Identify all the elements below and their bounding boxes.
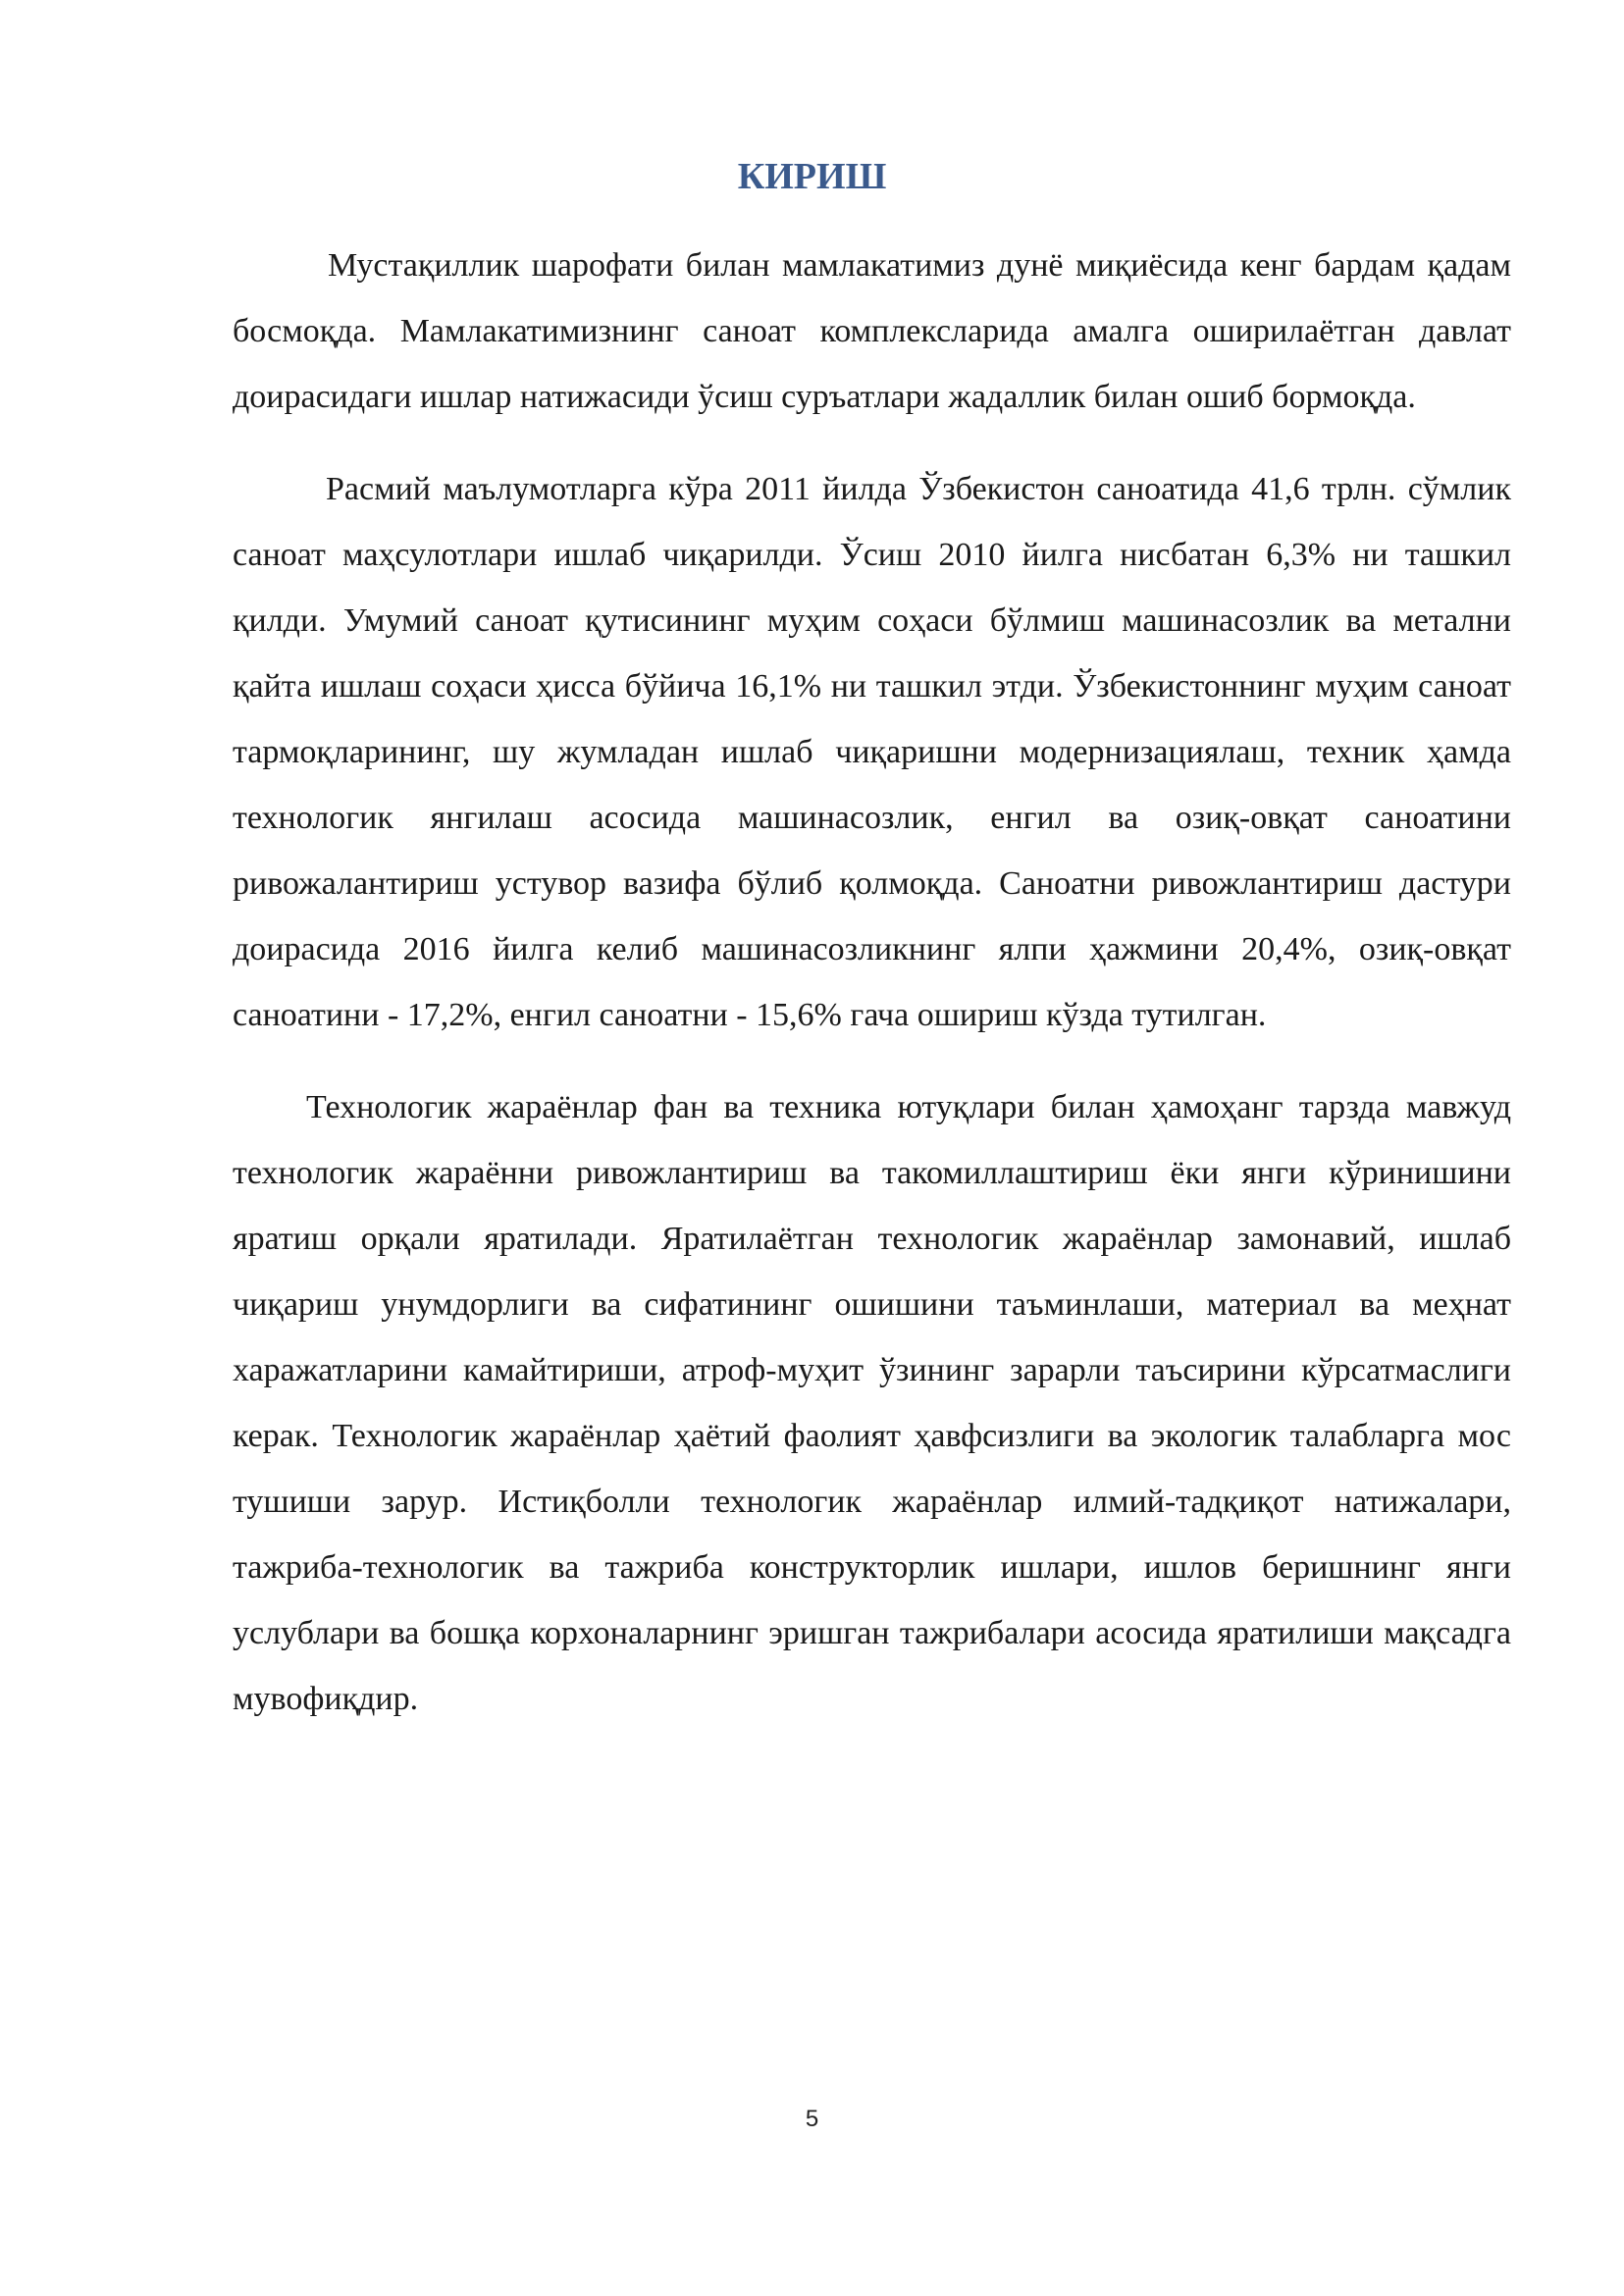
paragraph-technology: Технологик жараёнлар фан ва техника ютуқлари билан ҳамоҳанг тарзда мавжуд технологик жараённи ривожлантириш ва такомиллаштириш ёки янги кўринишини яратиш орқали яратилади. Яратилаётган технологик жараёнлар замонавий, ишлаб чиқариш унумдорлиги ва сифатининг ошишини таъминлаши, материал ва меҳнат харажатларини камайтириши, атроф-муҳит ўзининг зарарли таъсирини кўрсатмаслиги керак. Технологик жараёнлар ҳаётий фаолият ҳавфсизлиги ва экологик талабларга мос тушиши зарур. Истиқболли технологик жараёнлар илмий-тадқиқот натижалари, тажриба-технологик ва тажриба конструкторлик ишлари, ишлов беришнинг янги услублари ва бошқа корхоналарнинг эришган тажрибалари асосида яратилиши мақсадга мувофиқдир. bbox=[233, 1089, 1511, 1717]
paragraph-introduction: Мустақиллик шарофати билан мамлакатимиз дунё миқиёсида кенг бардам қадам босмоқда. Мамлакатимизнинг саноат комплексларида амалга оширилаётган давлат доирасидаги ишлар натижасиди ўсиш суръатлари жадаллик билан ошиб бормоқда. bbox=[233, 247, 1511, 415]
page-number: 5 bbox=[805, 2106, 819, 2132]
page-title: КИРИШ bbox=[737, 156, 887, 197]
document-body bbox=[233, 233, 1511, 1732]
paragraph-statistics: Расмий маълумотларга кўра 2011 йилда Ўзбекистон саноатида 41,6 трлн. сўмлик саноат маҳсулотлари ишлаб чиқарилди. Ўсиш 2010 йилга нисбатан 6,3% ни ташкил қилди. Умумий саноат қутисининг муҳим соҳаси бўлмиш машинасозлик ва метални қайта ишлаш соҳаси ҳисса бўйича 16,1% ни ташкил этди. Ўзбекистоннинг муҳим саноат тармоқларининг, шу жумладан ишлаб чиқаришни модернизациялаш, техник ҳамда технологик янгилаш асосида машинасозлик, енгил ва озиқ-овқат саноатини ривожалантириш устувор вазифа бўлиб қолмоқда. Саноатни ривожлантириш дастури доирасида 2016 йилга келиб машинасозликнинг ялпи ҳажмини 20,4%, озиқ-овқат саноатини - 17,2%, енгил саноатни - 15,6% гача ошириш кўзда тутилган. bbox=[233, 471, 1511, 1033]
